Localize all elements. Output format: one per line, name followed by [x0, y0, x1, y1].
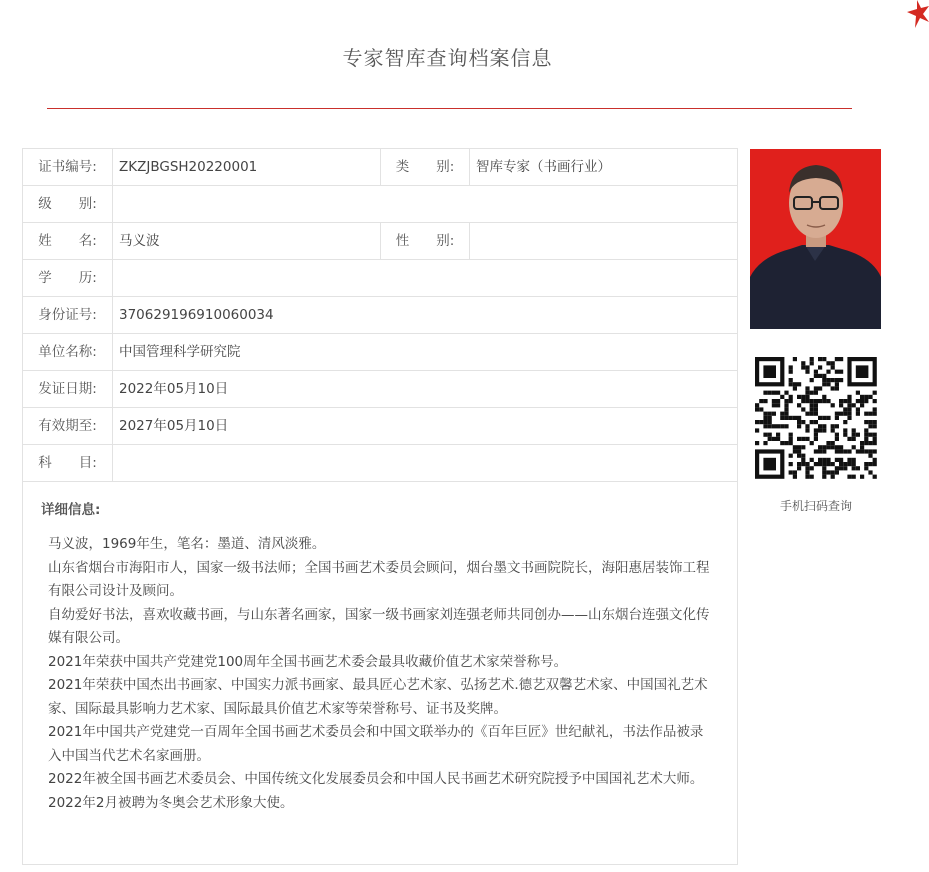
detail-paragraph: 山东省烟台市海阳市人，国家一级书法师；全国书画艺术委员会顾问，烟台墨文书画院院长，海阳惠居装饰工程有限公司设计及顾问。 [48, 559, 710, 599]
subject-label: 科 目: [23, 445, 113, 481]
row-subject [23, 445, 737, 482]
qr-code[interactable] [750, 352, 882, 484]
detail-paragraph: 2021年荣获中国杰出书画家、中国实力派书画家、最具匠心艺术家、弘扬艺术.德艺双馨艺术家、中国国礼艺术家、国际最具影响力艺术家、国际最具价值艺术家等荣誉称号、证书及奖牌。 [48, 677, 708, 717]
name-label: 姓 名: [23, 223, 113, 259]
portrait-photo [750, 149, 881, 329]
valid-until-label: 有效期至: [23, 408, 113, 444]
org-label: 单位名称: [23, 334, 113, 370]
title-divider [47, 108, 852, 109]
cert-no-label: 证书编号: [23, 149, 113, 185]
detail-paragraph: 2022年2月被聘为冬奥会艺术形象大使。 [48, 794, 294, 811]
valid-until-value: 2027年05月10日 [119, 418, 229, 434]
corner-decoration [907, 0, 929, 28]
row-issue-date [23, 371, 737, 408]
record-card [22, 148, 738, 865]
gender-label: 性 别: [380, 223, 470, 259]
row-valid-until [23, 408, 737, 445]
detail-title: 详细信息: [41, 502, 101, 518]
detail-paragraph: 2022年被全国书画艺术委员会、中国传统文化发展委员会和中国人民书画艺术研究院授予中国国礼艺术大师。 [48, 771, 704, 787]
detail-paragraph: 马义波，1969年生，笔名：墨道、清风淡雅。 [48, 536, 326, 552]
level-label: 级 别: [23, 186, 113, 222]
qr-code-icon [750, 352, 882, 484]
row-id-no [23, 297, 737, 334]
row-org [23, 334, 737, 371]
category-value: 智库专家（书画行业） [476, 159, 611, 175]
education-label: 学 历: [23, 260, 113, 296]
detail-text [48, 533, 716, 815]
cert-no-value: ZKZJBGSH20220001 [119, 159, 258, 175]
org-value: 中国管理科学研究院 [119, 344, 241, 360]
issue-date-label: 发证日期: [23, 371, 113, 407]
detail-paragraph: 2021年荣获中国共产党建党100周年全国书画艺术委会最具收藏价值艺术家荣誉称号。 [48, 653, 568, 670]
person-portrait-icon [750, 149, 881, 329]
row-level [23, 186, 737, 223]
name-value: 马义波 [119, 233, 160, 249]
issue-date-value: 2022年05月10日 [119, 381, 229, 397]
id-no-label: 身份证号: [23, 297, 113, 333]
row-name-gender [23, 223, 737, 260]
qr-caption: 手机扫码查询 [779, 499, 852, 513]
category-label: 类 别: [380, 149, 470, 185]
page-title: 专家智库查询档案信息 [342, 46, 553, 70]
detail-paragraph: 自幼爱好书法，喜欢收藏书画，与山东著名画家，国家一级书画家刘连强老师共同创办——山东烟台连强文化传媒有限公司。 [48, 606, 710, 646]
row-cert-category [23, 149, 737, 186]
row-education [23, 260, 737, 297]
id-no-value: 370629196910060034 [119, 307, 274, 323]
detail-paragraph: 2021年中国共产党建党一百周年全国书画艺术委员会和中国文联举办的《百年巨匠》世纪献礼，书法作品被录入中国当代艺术名家画册。 [48, 724, 704, 764]
